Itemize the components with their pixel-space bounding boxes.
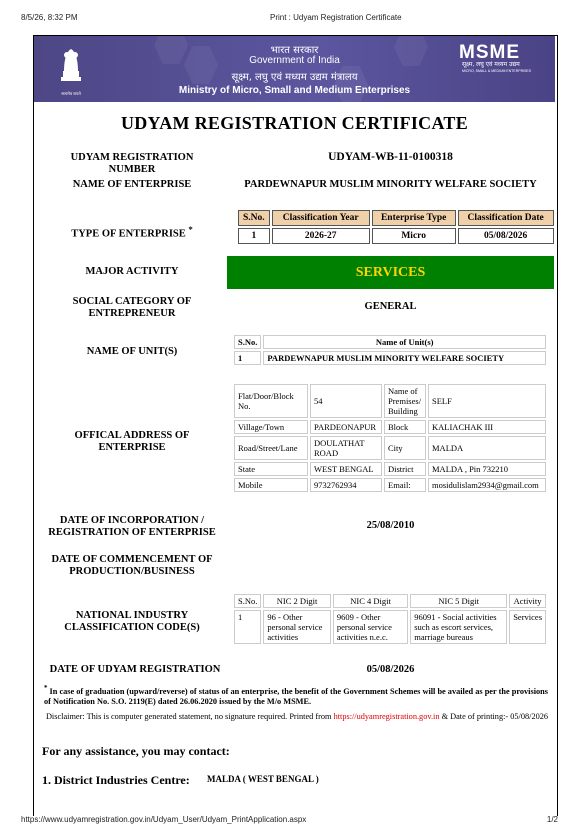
th-ent-type: Enterprise Type [372,210,456,226]
emblem-caption: सत्यमेव जयते [61,91,81,96]
commencement-label: DATE OF COMMENCEMENT OF PRODUCTION/BUSINESS [51,554,213,577]
enterprise-name-value: PARDEWNAPUR MUSLIM MINORITY WELFARE SOCIETY [244,179,537,190]
graduation-note: * In case of graduation (upward/reverse) of status of an enterprise, the benefit of the Government Schemes will be availed as per the provisions of Notification No. S.O. 2119(E) dated 26.06.2020 issued by the M/o MSME. [44,685,549,707]
units-table: S.No. Name of Unit(s) 1 PARDEWNAPUR MUSLIM MINORITY WELFARE SOCIETY [232,333,548,367]
address-label: OFFICAL ADDRESS OF ENTERPRISE [74,430,190,453]
enterprise-type-label: TYPE OF ENTERPRISE * [71,224,193,240]
th-class-year: Classification Year [272,210,370,226]
msme-logo: MSME [459,42,520,63]
enterprise-type-table [236,208,556,246]
reg-no-label: UDYAM REGISTRATION NUMBER [70,152,194,175]
print-date: 8/5/26, 8:32 PM [21,13,78,22]
table-row: 1 PARDEWNAPUR MUSLIM MINORITY WELFARE SOCIETY [234,351,546,365]
major-activity-value: SERVICES [227,256,554,289]
th-sno: S.No. [238,210,270,226]
unit-name-label: NAME OF UNIT(S) [86,346,178,357]
dic-label: 1. District Industries Centre: [42,773,190,787]
incorporation-value: 25/08/2010 [366,520,415,531]
certificate-title: UDYAM REGISTRATION CERTIFICATE [120,113,469,133]
table-row: 1 2026-27 Micro 05/08/2026 [238,228,554,244]
major-activity-label: MAJOR ACTIVITY [85,266,179,277]
udyam-link[interactable]: https://udyamregistration.gov.in [333,712,440,721]
enterprise-name-label: NAME OF ENTERPRISE [72,179,192,190]
print-title: Print : Udyam Registration Certificate [270,13,402,22]
th-class-date: Classification Date [458,210,554,226]
dic-value: MALDA ( WEST BENGAL ) [207,774,319,784]
nic-table: S.No. NIC 2 Digit NIC 4 Digit NIC 5 Digit Activity 1 96 - Other personal service activities 9609 - Other personal service activities n.e.c. 96091 - Social activities such as escort services, marriage bureaus Services [232,592,548,646]
nic-label: NATIONAL INDUSTRY CLASSIFICATION CODE(S) [64,610,200,633]
disclaimer: Disclaimer: This is computer generated statement, no signature required. Printed from https://udyamregistration.gov.in & Date of printing:- 05/08/2026 [45,712,549,721]
banner-government: Government of India [249,55,340,66]
banner-ministry: Ministry of Micro, Small and Medium Enterprises [178,85,411,96]
footer-url: https://www.udyamregistration.gov.in/Udyam_User/Udyam_PrintApplication.aspx [21,815,307,824]
assistance-heading: For any assistance, you may contact: [42,744,230,758]
social-category-value: GENERAL [364,301,417,312]
social-category-label: SOCIAL CATEGORY OF ENTREPRENEUR [72,296,192,319]
address-table: Flat/Door/Block No. 54 Name of Premises/ Building SELF Village/Town PARDEONAPUR Block KALIACHAK III Road/Street/Lane DOULATHAT ROAD City MALDA State WEST BENGAL District MALDA , Pin 732210 Mobile 9732762934 Email: mosidulislam2934@gmail.com [232,382,548,494]
udyam-date-label: DATE OF UDYAM REGISTRATION [49,664,221,675]
banner-line-hindi-1: भारत सरकार [270,45,319,56]
msme-logo-english: MICRO, SMALL & MEDIUM ENTERPRISES [462,69,532,73]
table-row: 1 96 - Other personal service activities 9609 - Other personal service activities n.e.c. 96091 - Social activities such as escort services, marriage bureaus Services [234,610,546,644]
incorporation-label: DATE OF INCORPORATION / REGISTRATION OF ENTERPRISE [48,515,216,538]
reg-no-value: UDYAM-WB-11-0100318 [328,151,453,163]
page-number: 1/2 [546,815,558,824]
msme-logo-hindi: सूक्ष्म, लघु एवं मध्यम उद्यम [462,61,520,68]
banner-line-hindi-2: सूक्ष्म, लघु एवं मध्यम उद्यम मंत्रालय [231,72,358,83]
ministry-banner [34,36,555,102]
udyam-date-value: 05/08/2026 [366,664,415,675]
